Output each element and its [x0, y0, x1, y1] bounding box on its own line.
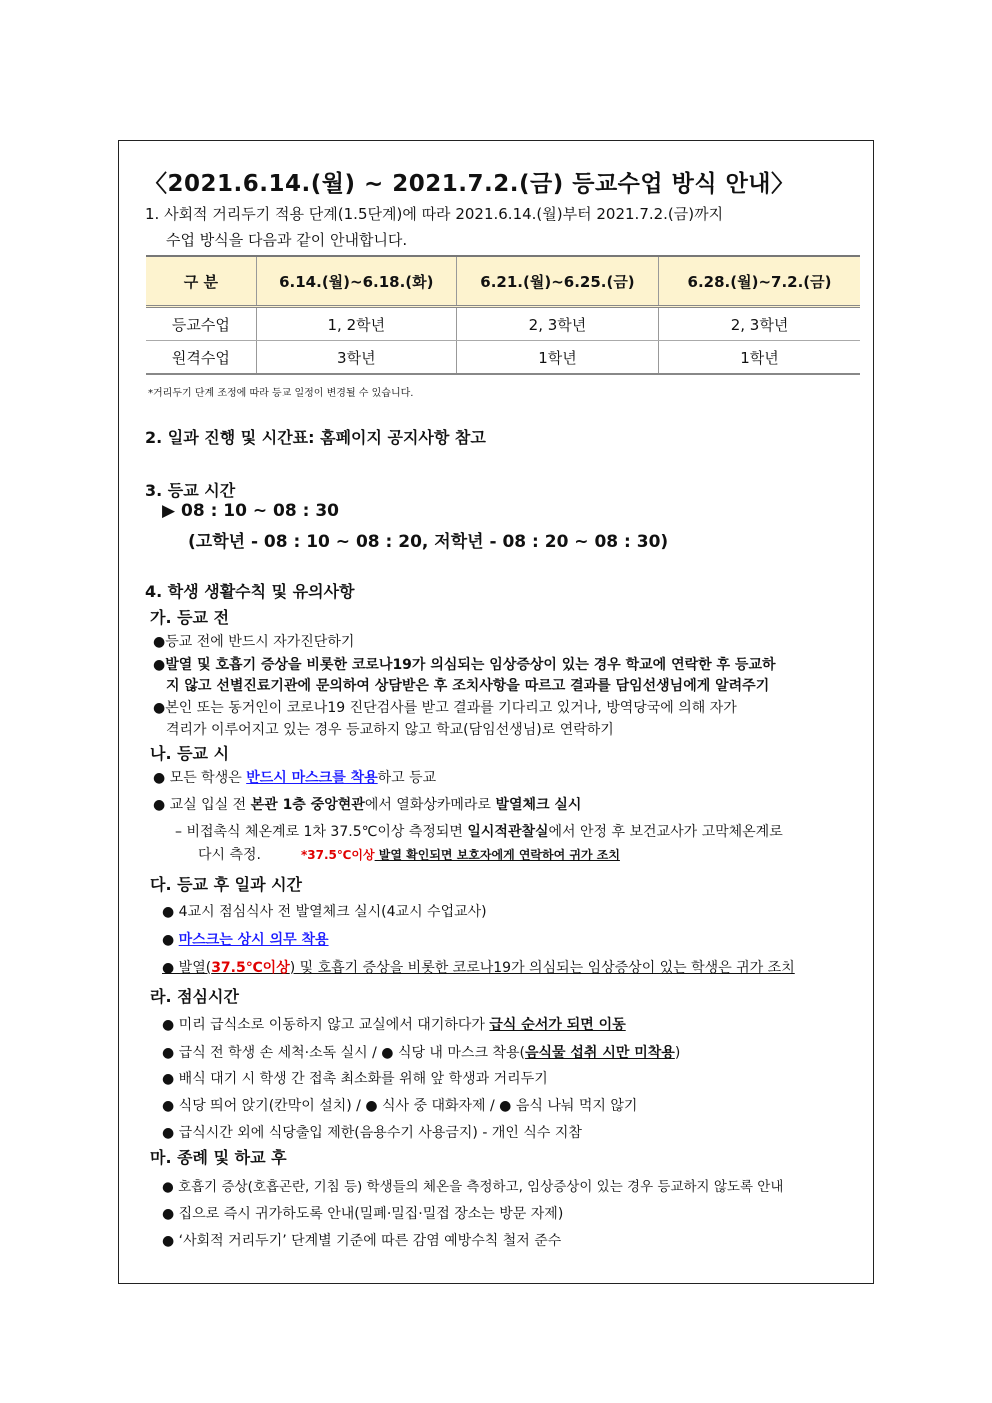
schedule-table	[146, 255, 860, 375]
fever-check-emphasis: 발열체크 실시	[495, 797, 582, 813]
fever-action-text: 발열 확인되면 보호자에게 연락하여 귀가 조치	[374, 848, 620, 862]
list-item: ● 4교시 점심식사 전 발열체크 실시(4교시 수업교사)	[162, 904, 487, 920]
subsection-da-heading: 다. 등교 후 일과 시간	[150, 875, 303, 894]
subsection-ga-heading: 가. 등교 전	[150, 608, 230, 627]
list-item: ●본인 또는 동거인이 코로나19 진단검사를 받고 결과를 기다리고 있거나, 방역당국에 의해 자가	[153, 700, 737, 716]
bullet-text: ● 모든 학생은	[153, 770, 247, 786]
page-title: 〈2021.6.14.(월) ~ 2021.7.2.(금) 등교수업 방식 안내〉	[144, 171, 795, 197]
list-item: ● 급식시간 외에 식당출입 제한(음용수기 사용금지) - 개인 식수 지참	[162, 1125, 582, 1141]
list-item: 격리가 이루어지고 있는 경우 등교하지 않고 학교(담임선생님)로 연락하기	[166, 722, 614, 738]
section3-heading: 3. 등교 시간	[145, 481, 236, 500]
entrance-emphasis: 본관 1층 중앙현관	[250, 797, 365, 813]
list-item: ● ‘사회적 거리두기’ 단계별 기준에 따른 감염 예방수칙 철저 준수	[162, 1233, 562, 1249]
bullet-text: 다시 측정.	[198, 847, 261, 863]
bullet-text: 하고 등교	[377, 770, 437, 786]
list-item: ●등교 전에 반드시 자가진단하기	[153, 634, 355, 650]
bullet-text: 에서 안정 후 보건교사가 고막체온계로	[548, 824, 783, 840]
mask-exception-emphasis: 음식물 섭취 시만 미착용	[524, 1045, 675, 1061]
list-item	[175, 821, 783, 841]
list-item	[162, 1014, 626, 1034]
bullet-text: – 비접촉식 체온계로 1차 37.5℃이상 측정되면	[175, 824, 468, 840]
section2	[145, 425, 486, 448]
table-cell: 1학년	[659, 341, 860, 375]
table-header-cell: 6.28.(월)~7.2.(금)	[659, 256, 860, 307]
section2-label: 2. 일과 진행 및 시간표: 홈페이지	[145, 428, 388, 447]
mask-always-emphasis: 마스크는 상시 의무 착용	[178, 932, 329, 948]
table-header-cell: 구 분	[146, 256, 256, 307]
bullet-text: ● 급식 전 학생 손 세척·소독 실시 / ● 식당 내 마스크 착용(	[162, 1045, 525, 1061]
mask-required-emphasis: 반드시 마스크를 착용	[246, 770, 378, 786]
fever-threshold-emphasis: *37.5℃이상	[301, 848, 375, 862]
bullet-text: ●	[162, 932, 179, 948]
list-item: 지 않고 선별진료기관에 문의하여 상담받은 후 조치사항을 따르고 결과를 담임선생님에게 알려주기	[166, 678, 770, 694]
observation-room-emphasis: 일시적관찰실	[467, 824, 549, 840]
subsection-ma-heading: 마. 종례 및 하교 후	[150, 1148, 287, 1167]
table-cell: 2, 3학년	[456, 307, 658, 341]
bullet-text: ● 미리 급식소로 이동하지 않고 교실에서 대기하다가	[162, 1017, 490, 1033]
bullet-text: ● 발열(	[162, 960, 212, 976]
list-item	[153, 794, 581, 814]
subsection-ra-heading: 라. 점심시간	[150, 987, 239, 1006]
list-item	[153, 767, 436, 787]
bullet-text: )	[674, 1045, 681, 1061]
bullet-text: ● 교실 입실 전	[153, 797, 251, 813]
list-item: ●발열 및 호흡기 증상을 비롯한 코로나19가 의심되는 임상증상이 있는 경우 학교에 연락한 후 등교하	[153, 657, 776, 673]
section4-heading: 4. 학생 생활수칙 및 유의사항	[145, 582, 355, 601]
arrival-time: ▶ 08 : 10 ~ 08 : 30	[162, 501, 339, 521]
table-header-row	[146, 256, 860, 307]
list-item: ● 집으로 즉시 귀가하도록 안내(밀폐·밀집·밀접 장소는 방문 자제)	[162, 1206, 564, 1222]
table-cell: 원격수업	[146, 341, 256, 375]
table-cell: 1학년	[456, 341, 658, 375]
schedule-note: *거리두기 단계 조정에 따라 등교 일정이 변경될 수 있습니다.	[148, 388, 414, 399]
section1-line1: 1. 사회적 거리두기 적용 단계(1.5단계)에 따라 2021.6.14.(월)부터 2021.7.2.(금)까지	[145, 205, 724, 223]
section1-line2: 수업 방식을 다음과 같이 안내합니다.	[166, 231, 408, 249]
table-header-cell: 6.14.(월)~6.18.(화)	[256, 256, 456, 307]
table-cell: 1, 2학년	[256, 307, 456, 341]
bullet-text: 에서 열화상카메라로	[364, 797, 496, 813]
list-item	[162, 1042, 680, 1062]
subsection-na-heading: 나. 등교 시	[150, 744, 230, 763]
list-item: ● 호흡기 증상(호흡곤란, 기침 등) 학생들의 체온을 측정하고, 임상증상이 있는 경우 등교하지 않도록 안내	[162, 1179, 784, 1195]
list-item: ● 식당 띄어 앉기(칸막이 설치) / ● 식사 중 대화자제 / ● 음식 나눠 먹지 않기	[162, 1098, 638, 1114]
bullet-text: ) 및 호흡기 증상을 비롯한 코로나19가 의심되는 임상증상이 있는 학생은 귀가 조치	[289, 960, 795, 976]
table-cell: 2, 3학년	[659, 307, 860, 341]
fever-threshold-emphasis: 37.5℃이상	[211, 960, 290, 976]
lunch-order-emphasis: 급식 순서가 되면 이동	[489, 1017, 626, 1033]
list-item	[162, 929, 329, 949]
table-cell: 등교수업	[146, 307, 256, 341]
list-item	[162, 957, 795, 977]
table-cell: 3학년	[256, 341, 456, 375]
list-item	[198, 844, 620, 864]
table-header-cell: 6.21.(월)~6.25.(금)	[456, 256, 658, 307]
list-item: ● 배식 대기 시 학생 간 접촉 최소화를 위해 앞 학생과 거리두기	[162, 1071, 548, 1087]
arrival-time-detail: (고학년 - 08 : 10 ~ 08 : 20, 저학년 - 08 : 20 ~ 08 : 30)	[188, 532, 669, 552]
table-row	[146, 307, 860, 341]
table-row	[146, 341, 860, 375]
section2-emphasis: 공지사항 참고	[387, 428, 486, 447]
